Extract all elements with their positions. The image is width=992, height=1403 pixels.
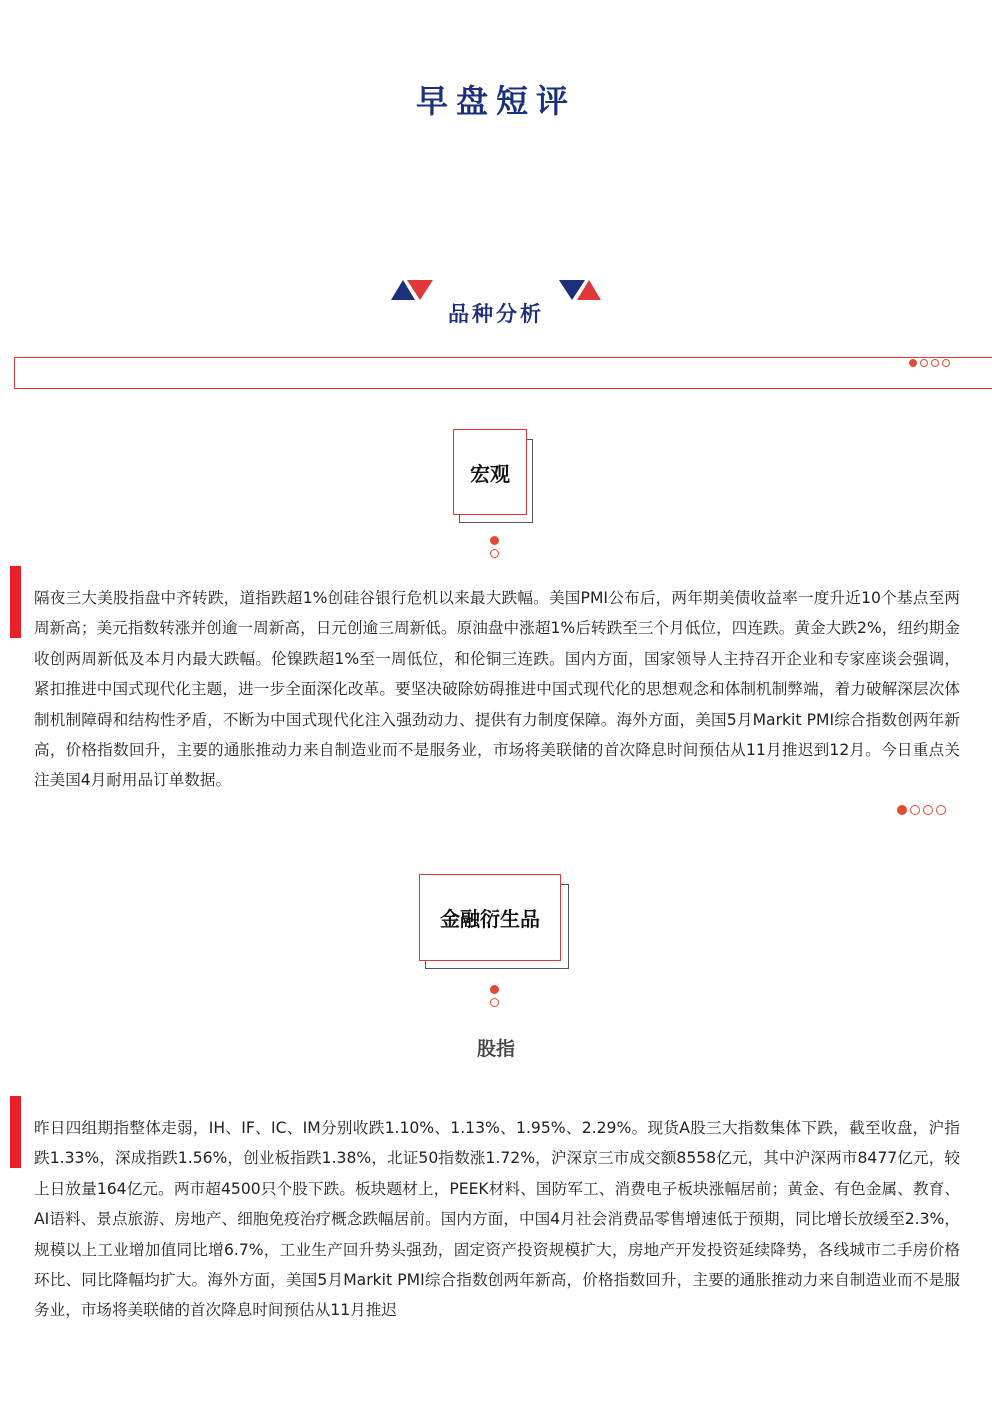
- derivatives-connector-dots-icon: [490, 985, 499, 1007]
- derivatives-label: 金融衍生品: [419, 874, 561, 961]
- macro-label: 宏观: [453, 429, 527, 515]
- derivatives-paragraph: 昨日四组期指整体走弱，IH、IF、IC、IM分别收跌1.10%、1.13%、1.95%、2.29%。现货A股三大指数集体下跌，截至收盘，沪指跌1.33%，深成指跌1.56%，创业板指跌1.38%，北证50指数涨1.72%，沪深京三市成交额8558亿元，其中沪深两市8477亿元，较上日放量164亿元。两市超4500只个股下跌。板块题材上，PEEK材料、国防军工、消费电子板块涨幅居前；黄金、有色金属、教育、AI语料、景点旅游、房地产、细胞免疫治疗概念跌幅居前。国内方面，中国4月社会消费品零售增速低于预期，同比增长放缓至2.3%，规模以上工业增加值同比增6.7%，工业生产回升势头强劲，固定资产投资规模扩大，房地产开发投资延续降势，各线城市二手房价格环比、同比降幅均扩大。海外方面，美国5月Markit PMI综合指数创两年新高，价格指数回升，主要的通胀推动力来自制造业而不是服务业，市场将美联储的首次降息时间预估从11月推迟: [34, 1119, 960, 1320]
- banner-dots-icon: [909, 359, 950, 367]
- macro-paragraph: 隔夜三大美股指盘中齐转跌，道指跌超1%创硅谷银行危机以来最大跌幅。美国PMI公布后，两年期美债收益率一度升近10个基点至两周新高；美元指数转涨并创逾一周新高，日元创逾三周新低。原油盘中涨超1%后转跌至三个月低位，四连跌。黄金大跌2%，纽约期金收创两周新低及本月内最大跌幅。伦镍跌超1%至一周低位，和伦铜三连跌。国内方面，国家领导人主持召开企业和专家座谈会强调，紧扣推进中国式现代化主题，进一步全面深化改革。要坚决破除妨碍推进中国式现代化的思想观念和体制机制弊端，着力破解深层次体制机制障碍和结构性矛盾，不断为中国式现代化注入强劲动力、提供有力制度保障。海外方面，美国5月Markit PMI综合指数创两年新高，价格指数回升，主要的通胀推动力来自制造业而不是服务业，市场将美联储的首次降息时间预估从11月推迟到12月。今日重点关注美国4月耐用品订单数据。: [34, 589, 960, 790]
- page-title: 早盘短评: [415, 82, 576, 120]
- macro-connector-dots-icon: [490, 536, 499, 558]
- stock-index-subheading: 股指: [476, 1038, 515, 1060]
- section-banner-bar: [14, 357, 992, 389]
- section-title: 品种分析: [448, 302, 544, 326]
- derivatives-accent-bar: [10, 1096, 21, 1168]
- macro-accent-bar: [10, 566, 21, 638]
- macro-end-dots-icon: [897, 805, 946, 815]
